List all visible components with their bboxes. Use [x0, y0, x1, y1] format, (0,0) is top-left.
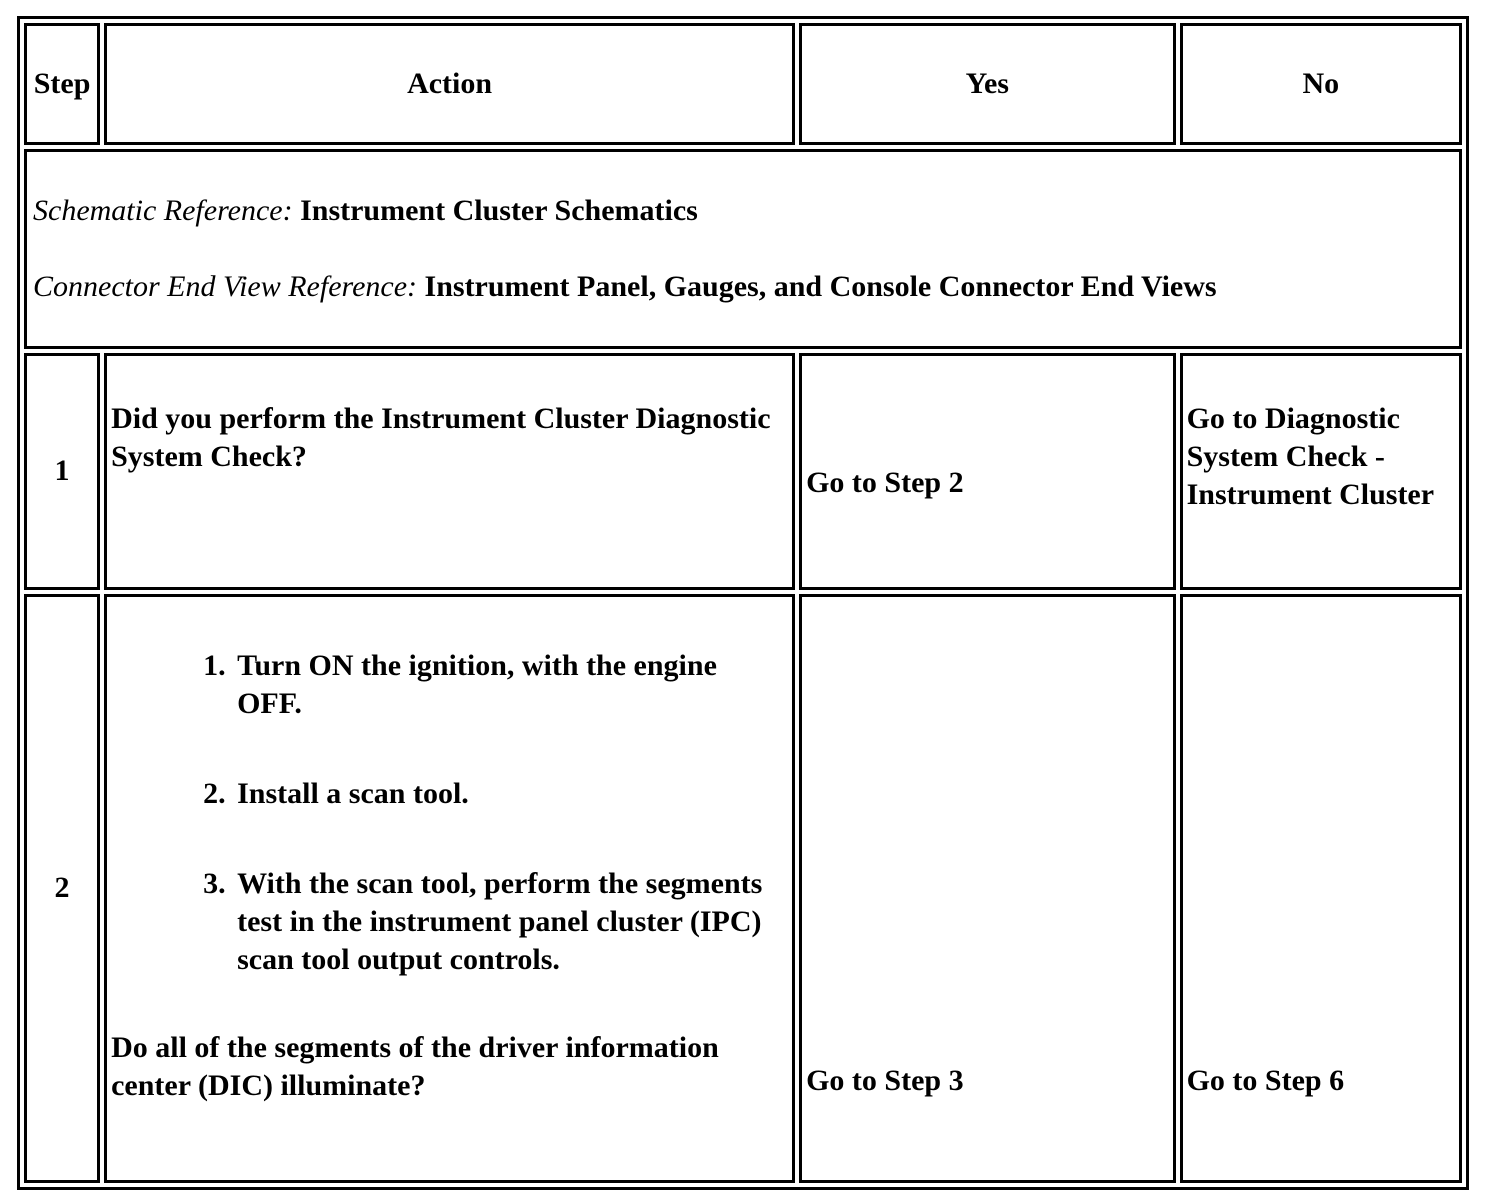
- yes-cell: Go to Step 2: [799, 353, 1176, 590]
- step-number: 1: [24, 353, 100, 590]
- action-question: Do all of the segments of the driver information center (DIC) illuminate?: [111, 1030, 719, 1102]
- no-cell: Go to Step 6: [1180, 594, 1462, 1183]
- header-yes: Yes: [799, 23, 1176, 145]
- header-step: Step: [24, 23, 100, 145]
- step-number: 2: [24, 594, 100, 1183]
- schematic-reference-label: Schematic Reference:: [33, 194, 293, 228]
- yes-cell: Go to Step 3: [799, 594, 1176, 1183]
- substep-list: [111, 647, 788, 979]
- table-row: [24, 353, 1462, 590]
- connector-reference-label: Connector End View Reference:: [33, 270, 418, 304]
- reference-row: [24, 149, 1462, 349]
- diagnostic-table: [17, 16, 1469, 1190]
- substep-item: 3. With the scan tool, perform the segments test in the instrument panel cluster (IPC) scan tool output controls.: [233, 865, 788, 979]
- header-row: [24, 23, 1462, 145]
- substep-item: 1. Turn ON the ignition, with the engine OFF.: [233, 647, 788, 723]
- substep-item: 2. Install a scan tool.: [233, 775, 788, 813]
- reference-cell: [24, 149, 1462, 349]
- header-no: No: [1180, 23, 1462, 145]
- header-action: Action: [104, 23, 795, 145]
- table-row: [24, 594, 1462, 1183]
- no-cell: Go to Diagnostic System Check - Instrument Cluster: [1180, 353, 1462, 590]
- action-cell: [104, 594, 795, 1183]
- schematic-reference-value: Instrument Cluster Schematics: [300, 194, 698, 228]
- schematic-reference: [33, 192, 1453, 230]
- action-cell: Did you perform the Instrument Cluster Diagnostic System Check?: [104, 353, 795, 590]
- connector-reference: [33, 268, 1453, 306]
- connector-reference-value: Instrument Panel, Gauges, and Console Connector End Views: [424, 270, 1217, 304]
